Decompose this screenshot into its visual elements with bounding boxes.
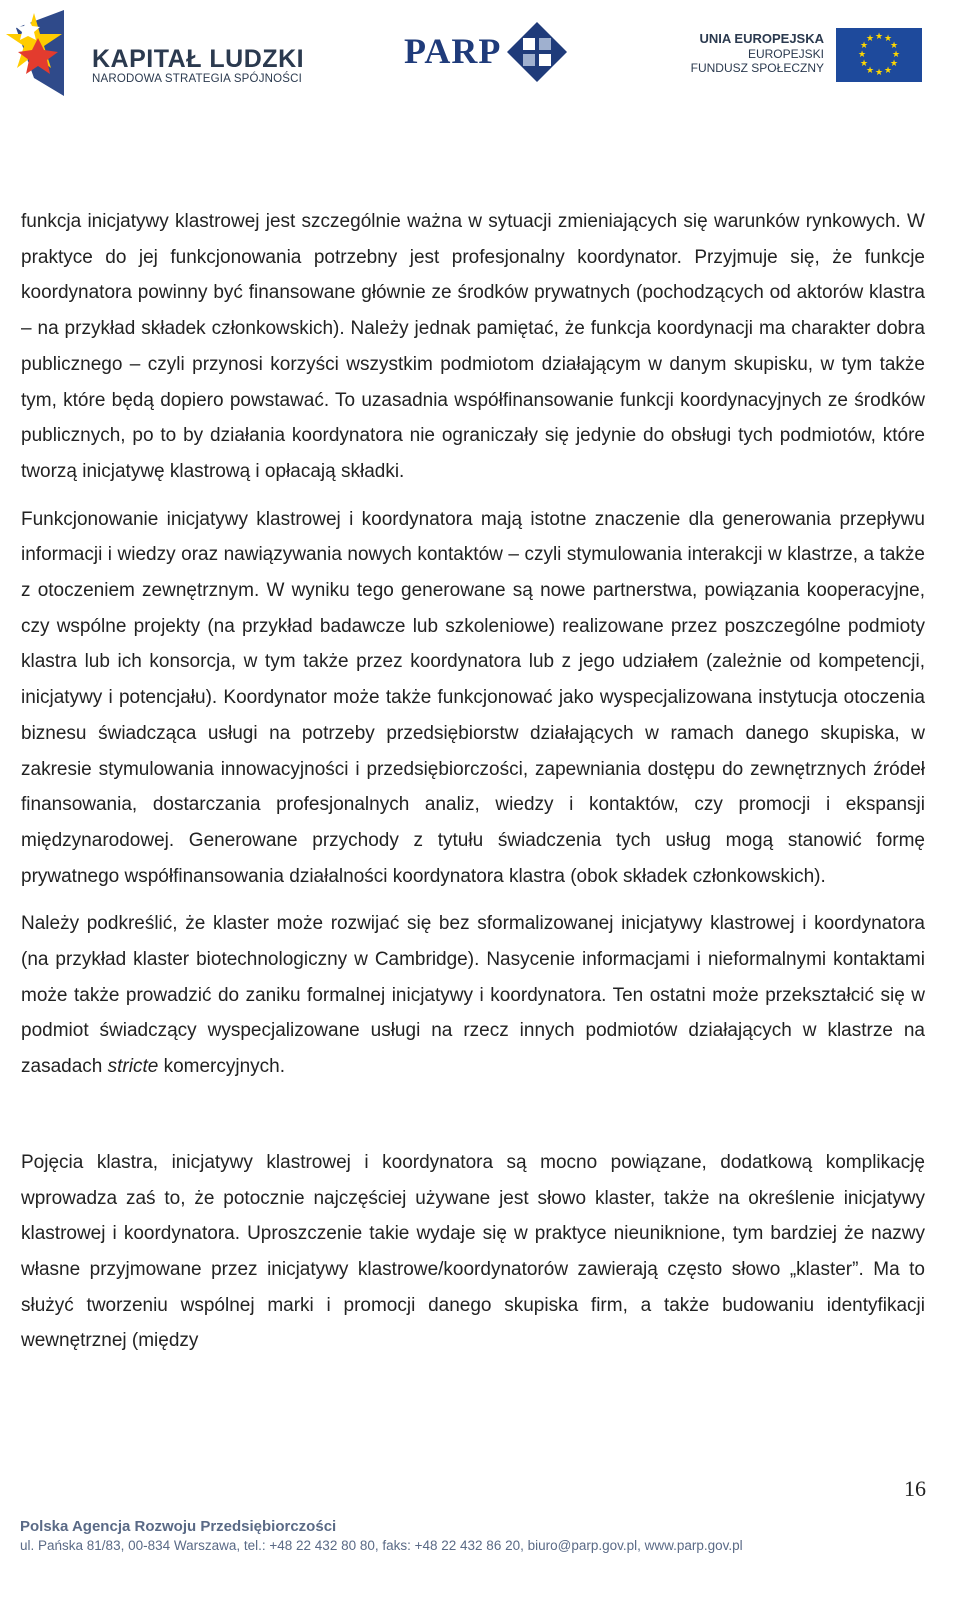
- kapital-ludzki-logo: [6, 8, 306, 98]
- kapital-ludzki-title: KAPITAŁ LUDZKI: [92, 45, 305, 73]
- header: [0, 0, 960, 110]
- parp-logo: [404, 22, 574, 82]
- svg-text:★: ★: [865, 66, 875, 76]
- svg-text:★: ★: [883, 34, 893, 44]
- footer-organization: Polska Agencja Rozwoju Przedsiębiorczości: [20, 1518, 337, 1535]
- parp-diamond-icon: [507, 22, 567, 82]
- footer-address: ul. Pańska 81/83, 00-834 Warszawa, tel.: +48 22 432 80 80, faks: +48 22 432 86 20, biuro@parp.gov.pl, www.parp.gov.pl: [20, 1538, 743, 1553]
- eu-flag-icon: [836, 28, 922, 82]
- paragraph-3-text-b: komercyjnych.: [158, 1056, 286, 1078]
- svg-text:★: ★: [883, 66, 893, 76]
- footer: [20, 1518, 940, 1553]
- svg-text:★: ★: [859, 59, 869, 69]
- paragraph-2: Funkcjonowanie inicjatywy klastrowej i koordynatora mają istotne znaczenie dla generowania przepływu informacji i wiedzy oraz nawiązywania nowych kontaktów – czyli stymulowania interakcji w klastrze, a także z otoczeniem zewnętrznym. W wyniku tego generowane są nowe partnerstwa, powiązania kooperacyjne, czy wspólne projekty (na przykład badawcze lub szkoleniowe) realizowane przez poszczególne podmioty klastra lub ich konsorcja, w tym także przez koordynatora lub z jego udziałem (zależnie od kompetencji, inicjatywy i potencjału). Koordynator może także funkcjonować jako wyspecjalizowana instytucja otoczenia biznesu świadcząca usługi na potrzeby przedsiębiorstw działających w ramach danego skupiska, w zakresie stymulowania innowacyjności i przedsiębiorczości, zapewniania dostępu do zewnętrznych źródeł finansowania, dostarczania profesjonalnych analiz, wiedzy i kontaktów, czy promocji i ekspansji międzynarodowej. Generowane przychody z tytułu świadczenia tych usług mogą stanowić formę prywatnego współfinansowania działalności koordynatora klastra (obok składek członkowskich).: [21, 508, 925, 887]
- paragraph-3-emphasis: stricte: [107, 1056, 159, 1078]
- svg-text:★: ★: [889, 59, 899, 69]
- paragraph-3-text-a: Należy podkreślić, że klaster może rozwijać się bez sformalizowanej inicjatywy klastrowej i koordynatora (na przykład klaster biotechnologiczny w Cambridge). Nasycenie informacjami i nieformalnymi kontaktami może także prowadzić do zaniku formalnej inicjatywy i koordynatora. Ten ostatni może przekształcić się w podmiot świadczący wyspecjalizowane usługi na rzecz innych podmiotów działających w klastrze na zasadach: [21, 913, 925, 1078]
- svg-text:★: ★: [857, 50, 867, 60]
- paragraph-3: [21, 906, 925, 1085]
- kapital-ludzki-subtitle: NARODOWA STRATEGIA SPÓJNOŚCI: [92, 73, 303, 85]
- paragraph-4: Pojęcia klastra, inicjatywy klastrowej i koordynatora są mocno powiązane, dodatkową komplikację wprowadza zaś to, że potocznie najczęściej używane jest słowo klaster, także na określenie inicjatywy klastrowej i koordynatora. Uproszczenie takie wydaje się w praktyce nieuniknione, tym bardziej że nazwy własne przyjmowane przez inicjatywy klastrowe/koordynatorów zawierają często słowo „klaster”. Ma to służyć tworzeniu wspólnej marki i promocji danego skupiska firm, a także budowaniu identyfikacji wewnętrznej (między: [21, 1151, 925, 1352]
- svg-text:★: ★: [891, 50, 901, 60]
- svg-text:★: ★: [874, 32, 884, 42]
- eu-subtitle-1: EUROPEJSKI: [747, 47, 824, 61]
- eu-subtitle-2: FUNDUSZ SPOŁECZNY: [690, 61, 824, 75]
- document-body: [21, 204, 925, 1359]
- eu-logo: [690, 28, 956, 88]
- paragraph-1-text: funkcja inicjatywy klastrowej jest szczególnie ważna w sytuacji zmieniających się warunków rynkowych. W praktyce do jej funkcjonowania potrzebny jest profesjonalny koordynator. Przyjmuje się, że funkcje koordynatora powinny być finansowane głównie ze środków prywatnych (pochodzących od aktorów klastra – na przykład składek członkowskich). Należy jednak pamiętać, że funkcja koordynacji ma charakter dobra publicznego – czyli przynosi korzyści wszystkim podmiotom działającym w danym skupisku, w tym także tym, które będą dopiero powstawać. To uzasadnia współfinansowanie funkcji koordynacyjnych ze środków publicznych, po to by działania koordynatora nie ograniczały się jedynie do obsługi tych podmiotów, które tworzą inicjatywę klastrową i opłacają składki.: [21, 211, 925, 482]
- parp-wordmark: PARP: [404, 31, 502, 71]
- svg-text:★: ★: [874, 68, 884, 78]
- svg-text:★: ★: [889, 41, 899, 51]
- svg-text:★: ★: [865, 34, 875, 44]
- paragraph-1: [21, 204, 925, 490]
- svg-text:★: ★: [859, 41, 869, 51]
- eu-title: UNIA EUROPEJSKA: [699, 31, 824, 46]
- kapital-ludzki-star-icon: [6, 8, 86, 98]
- page-number: 16: [904, 1476, 926, 1501]
